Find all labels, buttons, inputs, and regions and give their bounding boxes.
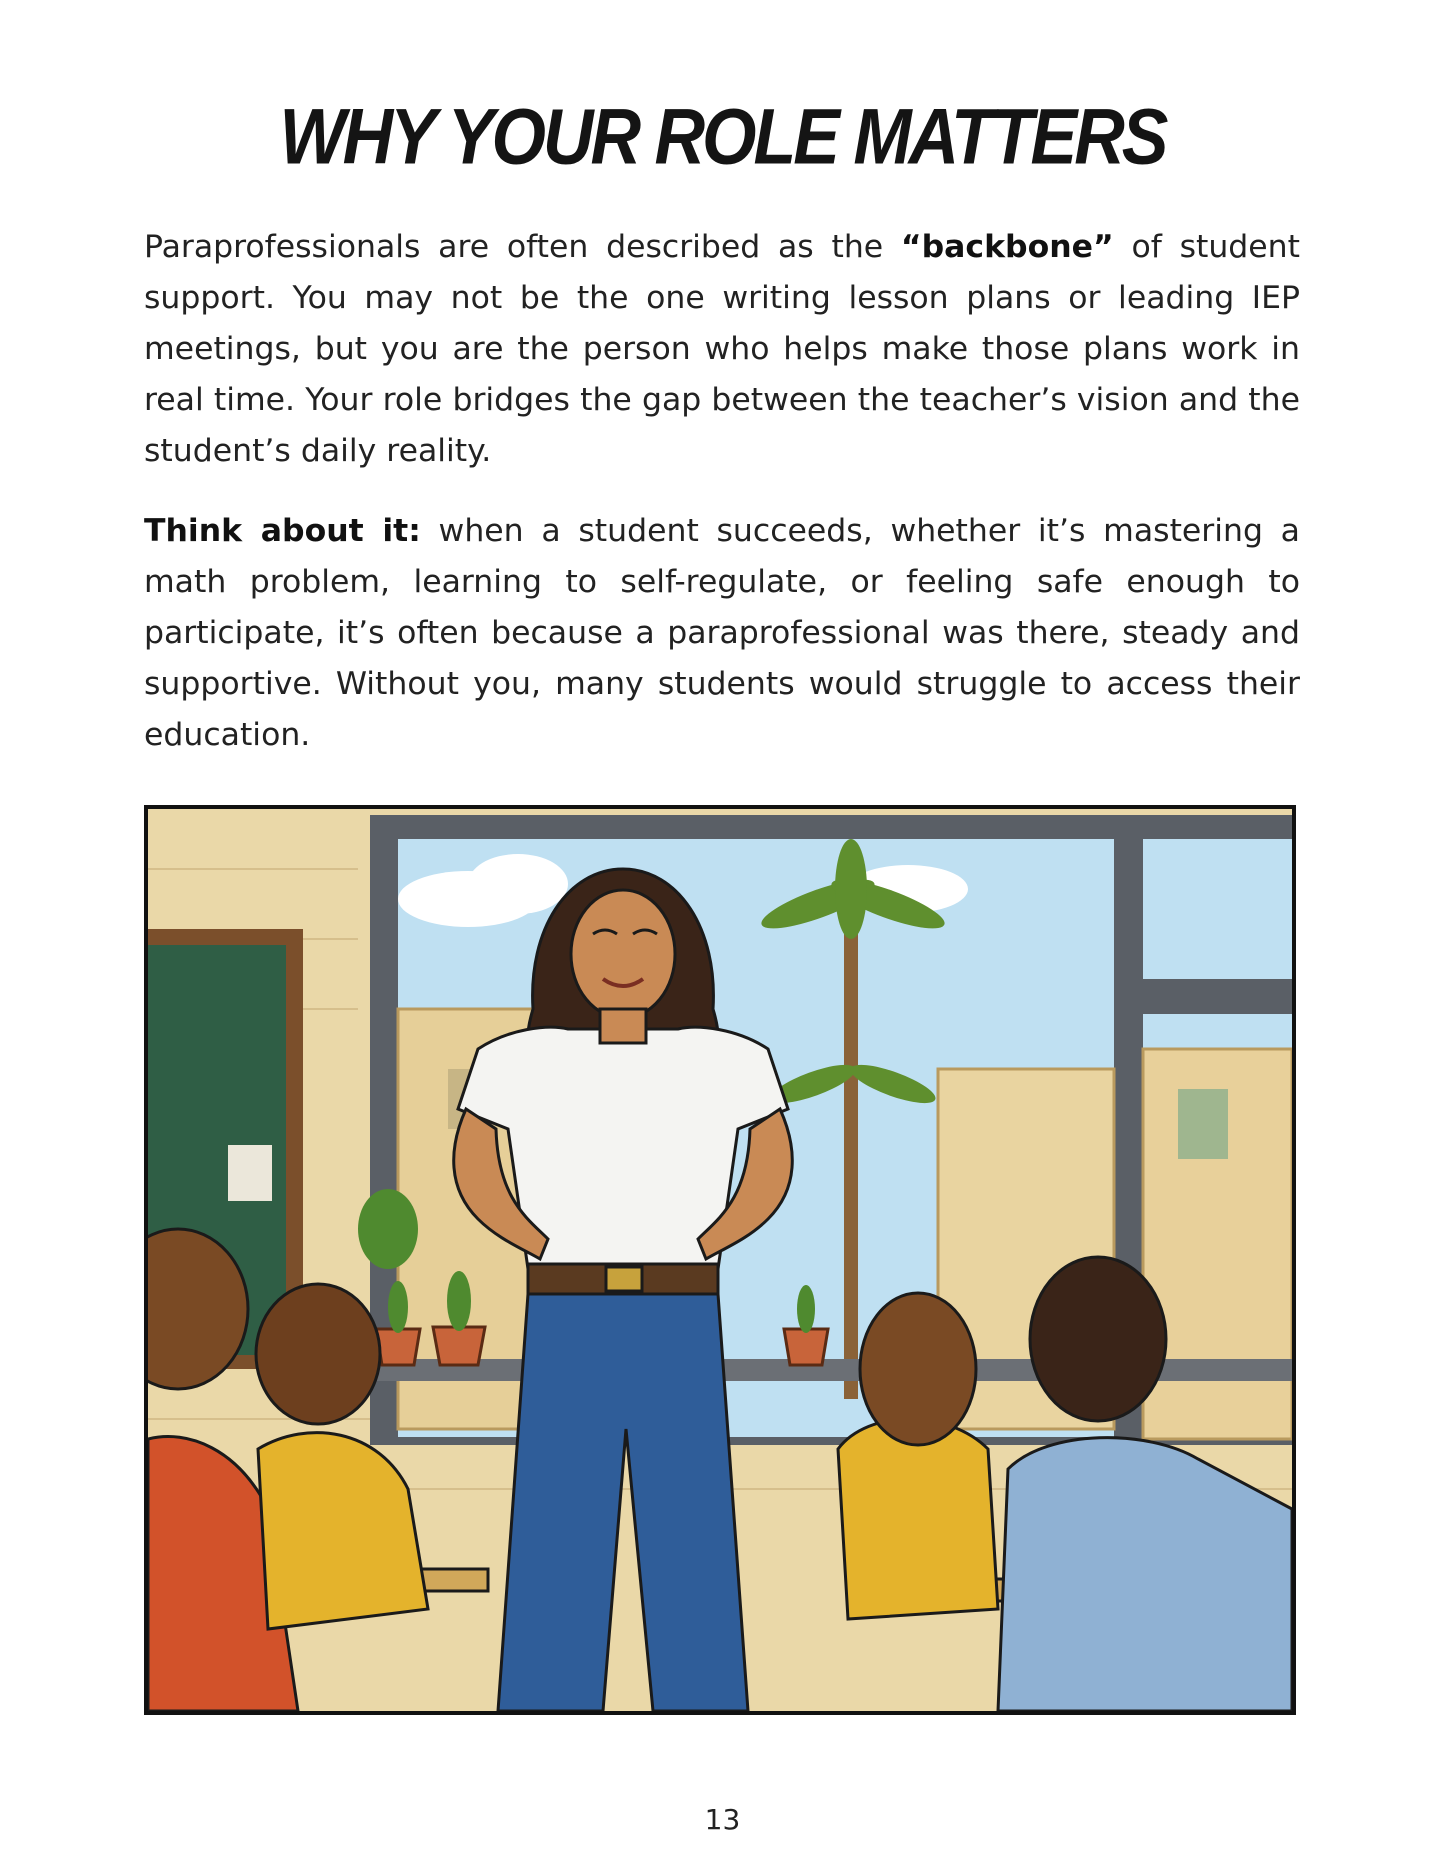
- paragraph-text: when a student succeeds, whether it’s mastering a math problem, learning to self-regulate, or feeling safe enough to participate, it’s often because a paraprofessional was there, steady and supportive. Without you, many students would struggle to access their education.: [144, 513, 1300, 753]
- page-title: WHY YOUR ROLE MATTERS: [279, 93, 1166, 181]
- classroom-illustration: [144, 805, 1296, 1715]
- page-number: 13: [704, 1803, 741, 1836]
- emphasis-think-about-it: Think about it:: [144, 513, 421, 549]
- classroom-illustration-icon: [148, 809, 1292, 1711]
- paragraph-think-about-it: [144, 506, 1300, 761]
- emphasis-backbone: “backbone”: [900, 229, 1114, 265]
- paragraph-text: Paraprofessionals are often described as the: [144, 229, 901, 265]
- paragraph-backbone: [144, 222, 1300, 477]
- paragraph-text: of student support. You may not be the one writing lesson plans or leading IEP meetings, but you are the person who helps make those plans work in real time. Your role bridges the gap between the teacher’s vision and the student’s daily reality.: [144, 229, 1300, 469]
